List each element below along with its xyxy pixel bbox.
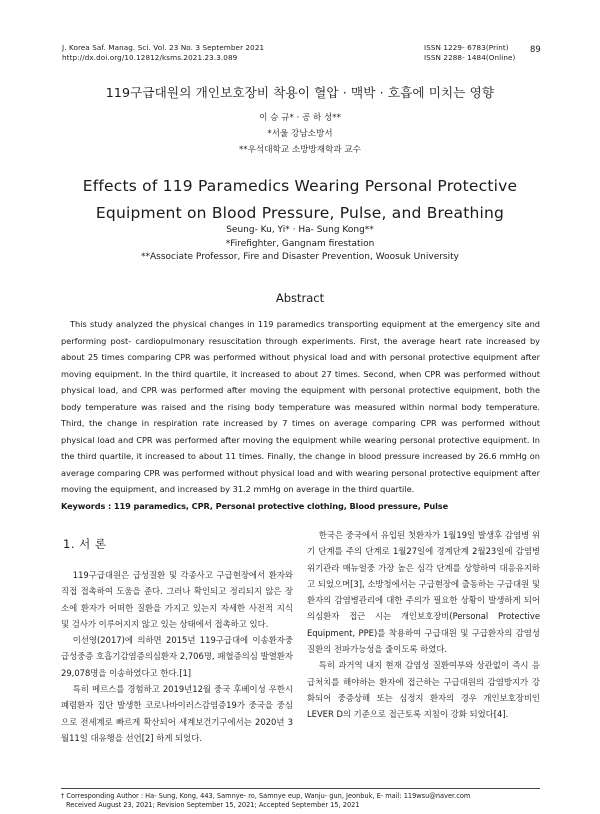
corresponding-author: † Corresponding Author : Ha- Sung, Kong, 443, Samnye- ro, Samnye eup, Wanju- gun, Jeonbuk, E- mail: 119wsu@naver.com	[61, 792, 471, 800]
journal-citation	[62, 43, 342, 62]
page-number: 89	[530, 44, 541, 54]
left-column	[61, 567, 293, 746]
english-authors-block	[80, 224, 520, 265]
english-affiliation-2: **Associate Professor, Fire and Disaster Prevention, Woosuk University	[141, 252, 459, 263]
english-title	[40, 173, 560, 227]
paragraph: 119구급대원은 급성질환 및 각종사고 구급현장에서 환자와 직접 접촉하여 도움을 준다. 그러나 확인되고 정리되지 않은 장소에 환자가 어떠한 질환을 가지고 있는지 자세한 사전적 지식 및 검사가 이루어지지 않고 있는 상태에서 접촉하고 있다.	[61, 570, 293, 629]
abstract-body: This study analyzed the physical changes in 119 paramedics transporting equipment at the emergency site and performing post- cardiopulmonary resuscitation through experiments. First, the average heart rate increased by about 25 times comparing CPR was performed without physical load and with personal protective equipment after moving equipment. In the third quartile, it increased to about 27 times. Second, when CPR was performed without physical load, and CPR was performed after moving the equipment with personal protective equipment, both the body temperature was raised and the rising body temperature was measured within normal body temperature. Third, the change in respiration rate increased by 7 times on average comparing CPR was performed without physical load and CPR was performed after moving the equipment while wearing personal protective equipment. In the third quartile, it increased to about 11 times. Finally, the change in blood pressure increased by 26.6 mmHg on average comparing CPR was performed without physical load and with wearing personal protective equipment after moving the equipment, and increased by 31.2 mmHg on average in the third quartile.	[61, 319, 540, 494]
english-authors: Seung- Ku, Yi* · Ha- Sung Kong**	[226, 225, 374, 235]
footnote	[61, 792, 540, 810]
korean-affiliation-2: **우석대학교 소방방재학과 교수	[239, 145, 361, 155]
issn-block	[424, 43, 524, 62]
issn-print: ISSN 1229- 6783(Print)	[424, 43, 509, 52]
right-column	[307, 527, 540, 723]
korean-affiliation-1: *서울 강남소방서	[267, 129, 333, 139]
abstract-heading: Abstract	[275, 291, 325, 305]
english-affiliation-1: *Firefighter, Gangnam firestation	[225, 238, 375, 249]
paragraph: 특히 메르스를 경험하고 2019년12월 중국 후베이성 우한시 폐렴환자 집단 발생한 코로나바이러스감염증19가 중국을 중심으로 전세계로 빠르게 확산되어 세계보건기구에서는 2020년 3월11일 대유행을 선언[2] 하게 되었다.	[61, 684, 293, 743]
english-title-line-2: Equipment on Blood Pressure, Pulse, and Breathing	[95, 204, 505, 222]
issn-online: ISSN 2288- 1484(Online)	[424, 52, 516, 62]
received-dates: Received August 23, 2021; Revision September 15, 2021; Accepted September 15, 2021	[66, 801, 360, 810]
paragraph: 이선영(2017)에 의하면 2015년 119구급대에 이송환자중 급성중증 호흡기감염증의심환자 2,706명, 패혈증의심 발열환자 29,078명을 이송하였다고 한다.[1]	[61, 635, 293, 678]
paragraph: 특히 과거역 내지 현재 감염성 질환여부와 상관없이 즉시 응급처치를 해야하는 환자에 접근하는 구급대원의 감염방지가 강화되어 중증상해 또는 심정지 환자의 경우 개인보호장비인 LEVER D의 기준으로 접근토록 지침이 강화 되었다[4].	[307, 660, 540, 720]
journal-info: J. Korea Saf. Manag. Sci. Vol. 23 No. 3 September 2021	[62, 43, 265, 52]
footnote-rule	[61, 788, 540, 789]
korean-title: 119구급대원의 개인보호장비 착용이 혈압 · 맥박 · 호흡에 미치는 영향	[105, 85, 495, 100]
korean-authors: 이 승 규* · 공 하 성**	[259, 113, 341, 123]
keywords: Keywords : 119 paramedics, CPR, Personal protective clothing, Blood pressure, Pulse	[61, 501, 449, 511]
section-heading: 1. 서 론	[63, 537, 107, 551]
english-title-line-1: Effects of 119 Paramedics Wearing Personal Protective	[82, 177, 518, 195]
paragraph: 한국은 중국에서 유입된 첫환자가 1월19일 발생후 감염병 위기 단계를 주의 단계로 1월27일에 경계단계 2월23일에 감염병위기관라 매뉴얼중 가장 높은 심각 단계를 상향하여 대응유지하고 되었으며[3], 소방청에서는 구급현장에 출동하는 구급대원 및 환자의 감염병관리에 대한 주의가 필요한 상황이 발생하게 되어 의심환자 접근 시는 개인보호장비(Personal Protective Equipment, PPE)를 착용하여 구급대원 및 구급환자의 감염성 질환의 전파가능성을 줄이도록 하였다.	[307, 530, 540, 655]
doi-link[interactable]: http://dx.doi.org/10.12812/ksms.2021.23.3.089	[62, 52, 238, 62]
